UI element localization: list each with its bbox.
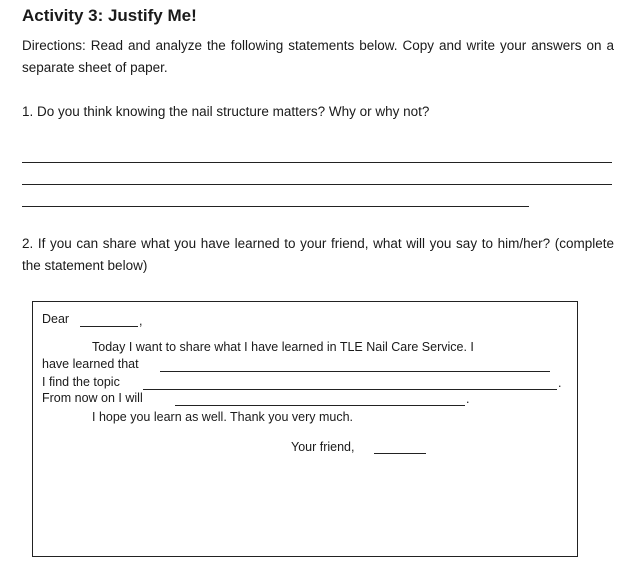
answer-line-3 (22, 206, 529, 207)
answer-line-1 (22, 162, 612, 163)
learned-blank (160, 371, 550, 372)
line-3-period: . (558, 376, 562, 390)
activity-title: Activity 3: Justify Me! (22, 6, 197, 25)
answer-line-2 (22, 184, 612, 185)
question-1-text: 1. Do you think knowing the nail structure matters? Why or why not? (22, 104, 430, 119)
letter-line-1: Today I want to share what I have learned in TLE Nail Care Service. I (92, 340, 474, 354)
letter-box (32, 301, 578, 557)
salutation-comma: , (139, 314, 143, 328)
question-2-text: 2. If you can share what you have learned to your friend, what will you say to him/her? (complete the statement below) (22, 236, 614, 273)
recipient-blank (80, 326, 138, 327)
signature-blank (374, 453, 426, 454)
letter-line-3: I find the topic (42, 375, 120, 389)
topic-blank (143, 389, 557, 390)
line-4-period: . (466, 392, 470, 406)
letter-line-2: have learned that (42, 357, 139, 371)
letter-closing: Your friend, (291, 440, 355, 454)
letter-line-4: From now on I will (42, 391, 143, 405)
will-blank (175, 405, 465, 406)
directions-text: Directions: Read and analyze the following statements below. Copy and write your answers on a separate sheet of paper. (22, 38, 614, 75)
letter-line-5: I hope you learn as well. Thank you very much. (92, 410, 354, 424)
letter-salutation: Dear (42, 312, 70, 326)
